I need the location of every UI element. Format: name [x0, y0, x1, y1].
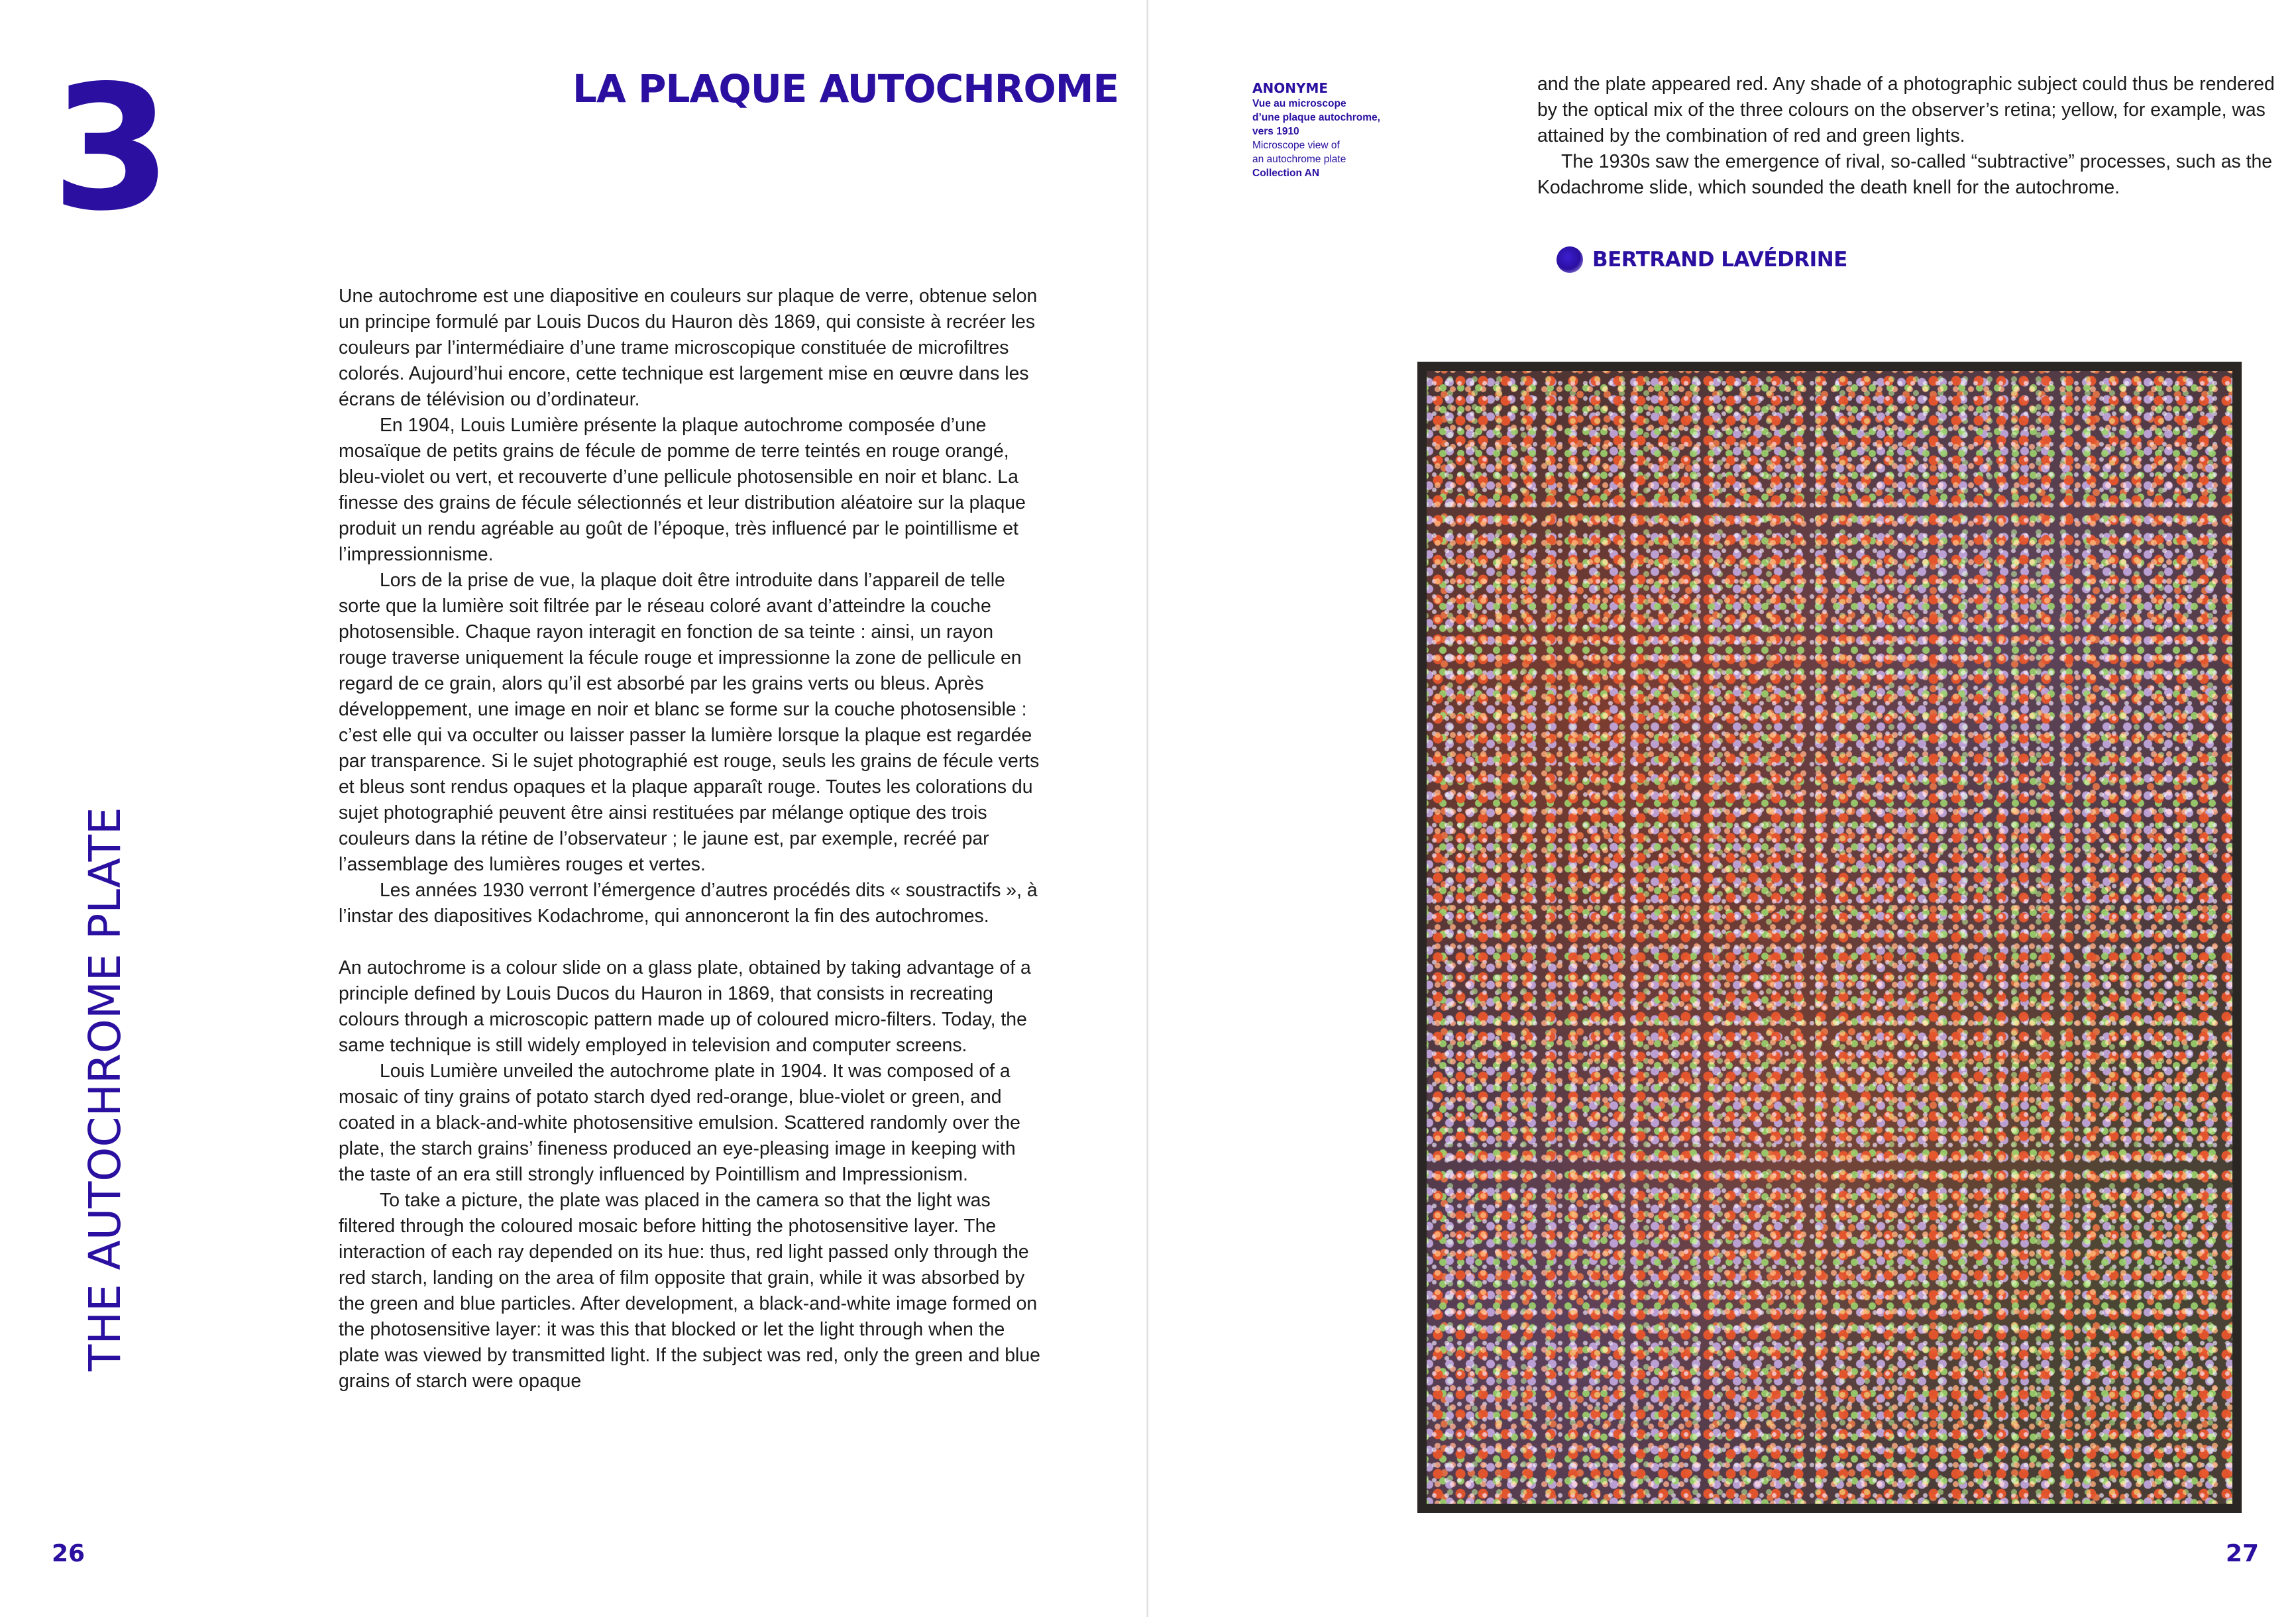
- caption-english-line: Microscope view of: [1252, 140, 1340, 151]
- english-paragraph: To take a picture, the plate was placed in the camera so that the light was filtered through the coloured mosaic before hitting the photosensitive layer. The interaction of each ray depended on its hue: thus, red light passed only through the red starch, landing on the area of film opposite that grain, while it was absorbed by the green and blue particles. After development, a black-and-white image formed on the photosensitive layer: it was this that blocked or let the light through when the plate was viewed by transmitted light. If the subject was red, only the green and blue grains of starch were opaque: [339, 1190, 1040, 1392]
- caption-french-line: d’une plaque autochrome,: [1252, 112, 1380, 123]
- language-separator: [339, 929, 1044, 955]
- page-title: LA PLAQUE AUTOCHROME: [573, 66, 1119, 111]
- english-paragraph: An autochrome is a colour slide on a glass plate, obtained by taking advantage of a principle defined by Louis Ducos du Hauron in 1869, that consists in recreating colours through a microscopic pattern made up of coloured micro-filters. Today, the same technique is still widely employed in television and computer screens.: [339, 957, 1031, 1056]
- chapter-number: 3: [52, 49, 168, 249]
- image-caption: [1252, 79, 1431, 180]
- english-paragraph: The 1930s saw the emergence of rival, so-called “subtractive” processes, such as the Kodachrome slide, which sounded the death knell for the autochrome.: [1537, 151, 2273, 198]
- author-dot-icon: [1557, 246, 1583, 273]
- caption-collection: Collection AN: [1252, 168, 1320, 179]
- french-paragraph: En 1904, Louis Lumière présente la plaque autochrome composée d’une mosaïque de petits grains de fécule de pomme de terre teintés en rouge orangé, bleu-violet ou vert, et recouverte d’une pellicule photosensible en noir et blanc. La finesse des grains de fécule sélectionnés et leur distribution aléatoire sur la plaque produit un rendu agréable au goût de l’époque, très influencé par le pointillisme et l’impressionnisme.: [339, 415, 1026, 565]
- body-text-column: [339, 284, 1044, 1394]
- french-paragraph: Lors de la prise de vue, la plaque doit être introduite dans l’appareil de telle sorte que la lumière soit filtrée par le réseau coloré avant d’atteindre la couche photosensible. Chaque rayon interagit en fonction de sa teinte : ainsi, un rayon rouge traverse uniquement la fécule rouge et impressionne la zone de pellicule en regard de ce grain, alors qu’il est absorbé par les grains verts ou bleus. Après développement, une image en noir et blanc se forme sur la couche photosensible : c’est elle qui va occulter ou laisser passer la lumière lorsque la plaque est regardée par transparence. Si le sujet photographié est rouge, seuls les grains de fécule verts et bleus sont rendus opaques et la plaque apparaît rouge. Toutes les colorations du sujet photographié peuvent être ainsi restituées par mélange optique des trois couleurs dans la rétine de l’observateur ; le jaune est, par exemple, recréé par l’assemblage des lumières rouges et vertes.: [339, 570, 1040, 875]
- caption-french-line: vers 1910: [1252, 126, 1299, 137]
- author-signature: [1557, 246, 1847, 273]
- page-number-left: 26: [52, 1540, 85, 1567]
- french-paragraph: Une autochrome est une diapositive en couleurs sur plaque de verre, obtenue selon un principe formulé par Louis Ducos du Hauron dès 1869, qui consiste à recréer les couleurs par l’intermédiaire d’une trame microscopique constituée de microfiltres colorés. Aujourd’hui encore, cette technique est largement mise en œuvre dans les écrans de télévision ou d’ordinateur.: [339, 286, 1038, 410]
- autochrome-microscope-photo: [1427, 371, 2232, 1504]
- continued-text-column: [1537, 72, 2286, 201]
- page-number-right: 27: [2225, 1540, 2259, 1567]
- english-paragraph: and the plate appeared red. Any shade of a photographic subject could thus be rendered by the optical mix of the three colours on the observer’s retina; yellow, for example, was attained by the combination of red and green lights.: [1537, 74, 2275, 146]
- caption-french-line: Vue au microscope: [1252, 98, 1346, 109]
- author-name: BERTRAND LAVÉDRINE: [1592, 248, 1847, 272]
- vertical-english-title: THE AUTOCHROME PLATE: [80, 807, 131, 1371]
- caption-english-line: an autochrome plate: [1252, 154, 1346, 165]
- right-page: [1148, 0, 2296, 1617]
- french-paragraph: Les années 1930 verront l’émergence d’autres procédés dits « soustractifs », à l’instar des diapositives Kodachrome, qui annonceront la fin des autochromes.: [339, 880, 1038, 927]
- photo-frame: [1417, 362, 2242, 1513]
- english-paragraph: Louis Lumière unveiled the autochrome plate in 1904. It was composed of a mosaic of tiny grains of potato starch dyed red-orange, blue-violet or green, and coated in a black-and-white photosensitive emulsion. Scattered randomly over the plate, the starch grains’ fineness produced an eye-pleasing image in keeping with the taste of an era still strongly influenced by Pointillism and Impressionism.: [339, 1061, 1020, 1185]
- caption-artist: ANONYME: [1252, 80, 1329, 96]
